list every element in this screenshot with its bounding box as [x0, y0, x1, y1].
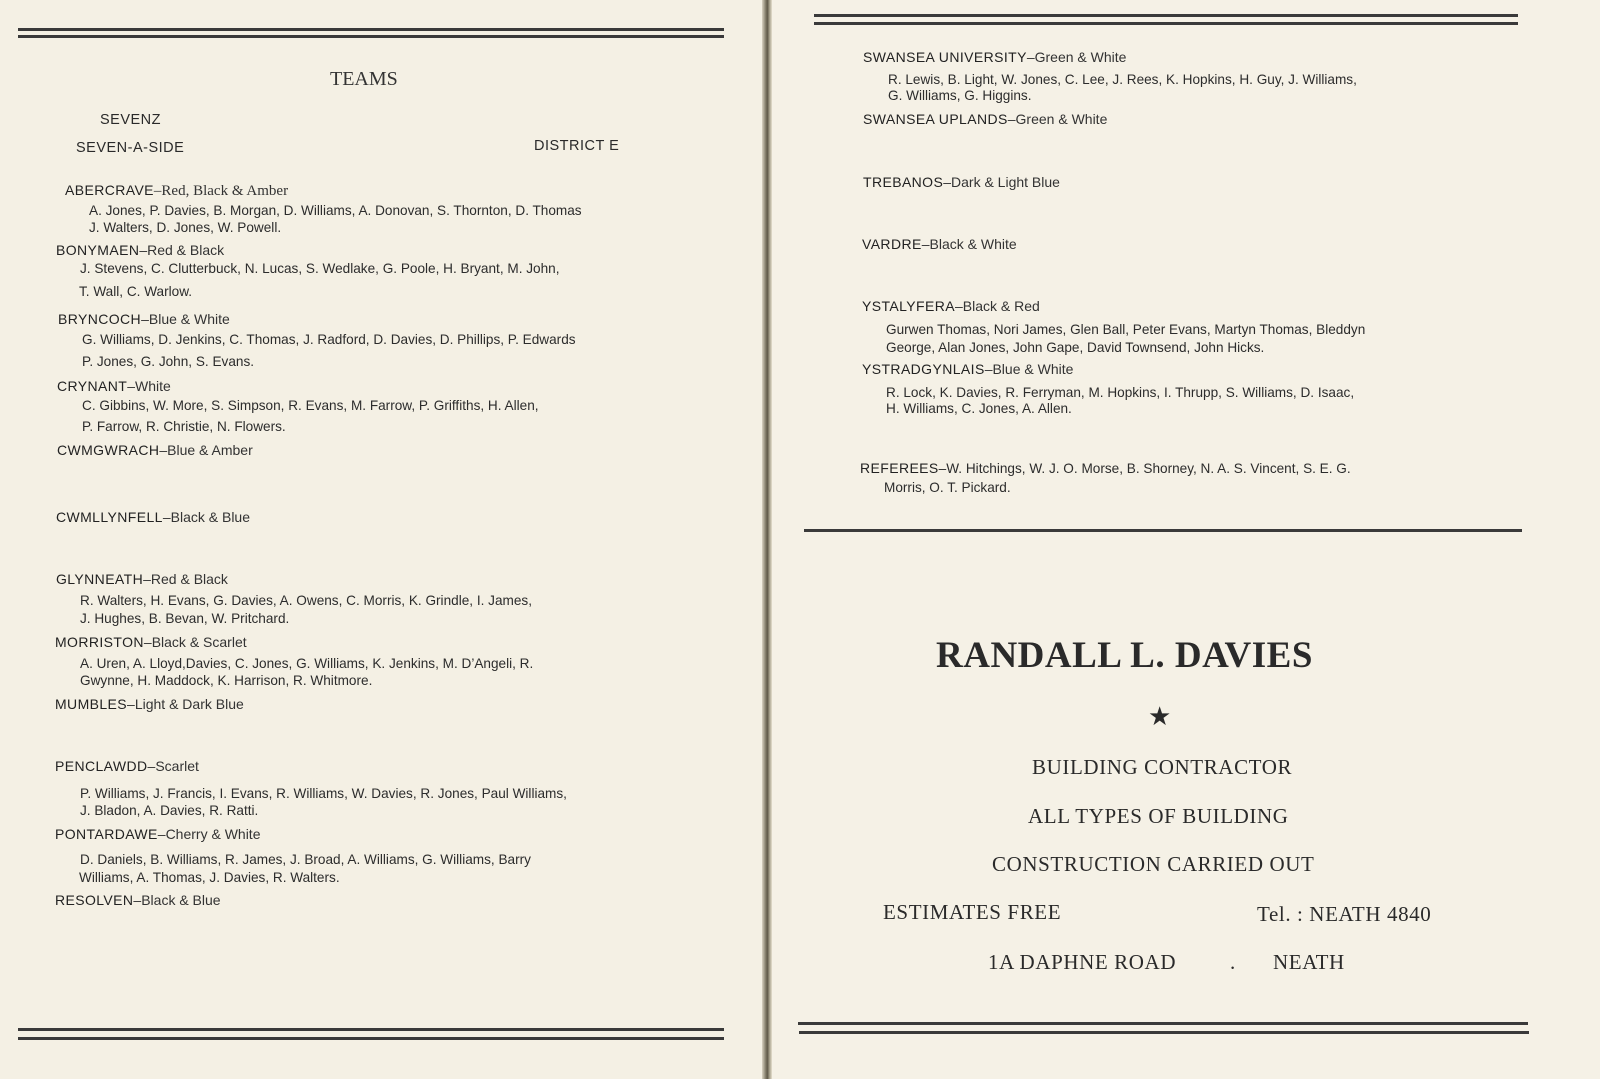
club-name: PONTARDAWE — [55, 826, 158, 842]
club-colours: –Scarlet — [147, 758, 199, 774]
team-entry — [863, 111, 1107, 127]
club-name: SWANSEA UPLANDS — [863, 111, 1008, 127]
referees-names-cont: Morris, O. T. Pickard. — [884, 480, 1011, 495]
district-label: DISTRICT E — [534, 138, 620, 154]
star-icon: ★ — [1148, 702, 1172, 731]
player-names: C. Gibbins, W. More, S. Simpson, R. Evans, M. Farrow, P. Griffiths, H. Allen, — [82, 398, 539, 413]
player-names: R. Lewis, B. Light, W. Jones, C. Lee, J. Rees, K. Hopkins, H. Guy, J. Williams, — [888, 72, 1357, 87]
club-colours: –White — [127, 378, 171, 394]
club-colours: –Green & White — [1007, 111, 1108, 127]
club-colours: –Green & White — [1026, 49, 1127, 65]
player-names: T. Wall, C. Warlow. — [79, 284, 193, 299]
club-colours: –Red & Black — [143, 571, 228, 587]
team-entry — [862, 298, 1040, 314]
club-name: TREBANOS — [863, 174, 944, 190]
advert-telephone: Tel. : NEATH 4840 — [1257, 902, 1432, 926]
club-name: SWANSEA UNIVERSITY — [863, 49, 1027, 65]
advert-estimates: ESTIMATES FREE — [883, 900, 1062, 924]
team-entry — [57, 442, 253, 458]
subtitle-seven-a-side: SEVEN-A-SIDE — [76, 140, 185, 156]
advert-separator: . — [1230, 950, 1236, 974]
club-name: PENCLAWDD — [55, 758, 148, 774]
page-title: TEAMS — [330, 68, 398, 90]
referees-label: REFEREES — [860, 460, 939, 476]
top-rule-lower — [18, 35, 724, 38]
club-name: YSTALYFERA — [862, 298, 955, 314]
club-name: CWMLLYNFELL — [56, 509, 163, 525]
player-names: A. Uren, A. Lloyd,Davies, C. Jones, G. Williams, K. Jenkins, M. D’Angeli, R. — [80, 656, 534, 671]
top-rule-upper — [18, 28, 724, 31]
team-entry — [56, 571, 228, 587]
advertiser-name: RANDALL L. DAVIES — [936, 635, 1313, 676]
team-entry — [58, 311, 230, 327]
book-spine — [762, 0, 772, 1079]
team-entry — [65, 182, 288, 200]
player-names: Gwynne, H. Maddock, K. Harrison, R. Whitmore. — [80, 673, 373, 688]
team-entry — [862, 361, 1073, 377]
club-colours: –Blue & White — [141, 311, 230, 327]
referees-names: –W. Hitchings, W. J. O. Morse, B. Shorney, N. A. S. Vincent, S. E. G. — [938, 461, 1351, 476]
club-colours: –Blue & Amber — [159, 442, 253, 458]
player-names: J. Stevens, C. Clutterbuck, N. Lucas, S. Wedlake, G. Poole, H. Bryant, M. John, — [80, 261, 560, 276]
player-names: G. Williams, D. Jenkins, C. Thomas, J. Radford, D. Davies, D. Phillips, P. Edwards — [82, 332, 576, 347]
club-name: BONYMAEN — [56, 242, 140, 258]
club-colours: –Cherry & White — [157, 826, 261, 842]
team-entry — [862, 236, 1017, 252]
team-entry — [863, 174, 1060, 190]
club-colours: –Black & Red — [954, 298, 1040, 314]
team-entry — [55, 696, 244, 712]
referees-entry — [860, 460, 1351, 478]
right-page — [772, 0, 1600, 1079]
player-names: P. Williams, J. Francis, I. Evans, R. Williams, W. Davies, R. Jones, Paul Williams, — [80, 786, 567, 801]
player-names: George, Alan Jones, John Gape, David Townsend, John Hicks. — [886, 340, 1265, 355]
team-entry — [55, 826, 260, 842]
player-names: Gurwen Thomas, Nori James, Glen Ball, Peter Evans, Martyn Thomas, Bleddyn — [886, 322, 1366, 337]
player-names: P. Jones, G. John, S. Evans. — [82, 354, 255, 369]
advert-line-building-contractor: BUILDING CONTRACTOR — [1032, 755, 1293, 779]
bottom-rule-upper — [18, 1028, 724, 1031]
team-entry — [55, 892, 221, 908]
team-entry — [56, 242, 224, 258]
top-rule-upper — [814, 14, 1518, 17]
club-name: VARDRE — [862, 236, 922, 252]
club-colours: –Red, Black & Amber — [153, 183, 289, 199]
player-names: A. Jones, P. Davies, B. Morgan, D. Williams, A. Donovan, S. Thornton, D. Thomas — [89, 203, 582, 218]
club-name: YSTRADGYNLAIS — [862, 361, 985, 377]
club-colours: –Black & Scarlet — [143, 634, 247, 650]
club-name: MUMBLES — [55, 696, 128, 712]
advert-line-construction: CONSTRUCTION CARRIED OUT — [992, 852, 1315, 876]
club-name: BRYNCOCH — [58, 311, 142, 327]
club-name: MORRISTON — [55, 634, 144, 650]
team-entry — [55, 634, 247, 650]
bottom-rule-lower — [799, 1031, 1529, 1034]
player-names: Williams, A. Thomas, J. Davies, R. Walters. — [79, 870, 340, 885]
club-name: CWMGWRACH — [57, 442, 160, 458]
advert-address: 1A DAPHNE ROAD — [988, 950, 1177, 974]
advert-line-all-types: ALL TYPES OF BUILDING — [1028, 804, 1289, 828]
club-colours: –Dark & Light Blue — [943, 174, 1060, 190]
club-name: CRYNANT — [57, 378, 128, 394]
player-names: P. Farrow, R. Christie, N. Flowers. — [82, 419, 286, 434]
bottom-rule-lower — [18, 1037, 724, 1040]
club-name: ABERCRAVE — [65, 182, 154, 198]
player-names: J. Bladon, A. Davies, R. Ratti. — [80, 803, 259, 818]
advert-town: NEATH — [1273, 950, 1345, 974]
section-divider — [804, 529, 1522, 532]
player-names: J. Walters, D. Jones, W. Powell. — [89, 220, 282, 235]
left-page — [0, 0, 762, 1079]
club-name: RESOLVEN — [55, 892, 134, 908]
club-colours: –Black & White — [921, 236, 1017, 252]
player-names: G. Williams, G. Higgins. — [888, 88, 1032, 103]
team-entry — [56, 509, 250, 525]
bottom-rule-upper — [798, 1022, 1528, 1025]
player-names: J. Hughes, B. Bevan, W. Pritchard. — [80, 611, 290, 626]
club-colours: –Black & Blue — [133, 892, 221, 908]
top-rule-lower — [814, 22, 1518, 25]
player-names: R. Walters, H. Evans, G. Davies, A. Owens, C. Morris, K. Grindle, I. James, — [80, 593, 532, 608]
subtitle-sevenz: SEVENZ — [100, 112, 162, 128]
club-colours: –Red & Black — [139, 242, 225, 258]
player-names: D. Daniels, B. Williams, R. James, J. Broad, A. Williams, G. Williams, Barry — [80, 852, 531, 867]
club-colours: –Light & Dark Blue — [127, 696, 244, 712]
team-entry — [863, 49, 1126, 65]
club-name: GLYNNEATH — [56, 571, 144, 587]
club-colours: –Black & Blue — [162, 509, 251, 525]
team-entry — [55, 758, 199, 774]
team-entry — [57, 378, 171, 394]
player-names: H. Williams, C. Jones, A. Allen. — [886, 401, 1072, 416]
club-colours: –Blue & White — [984, 361, 1074, 377]
player-names: R. Lock, K. Davies, R. Ferryman, M. Hopkins, I. Thrupp, S. Williams, D. Isaac, — [886, 385, 1355, 400]
